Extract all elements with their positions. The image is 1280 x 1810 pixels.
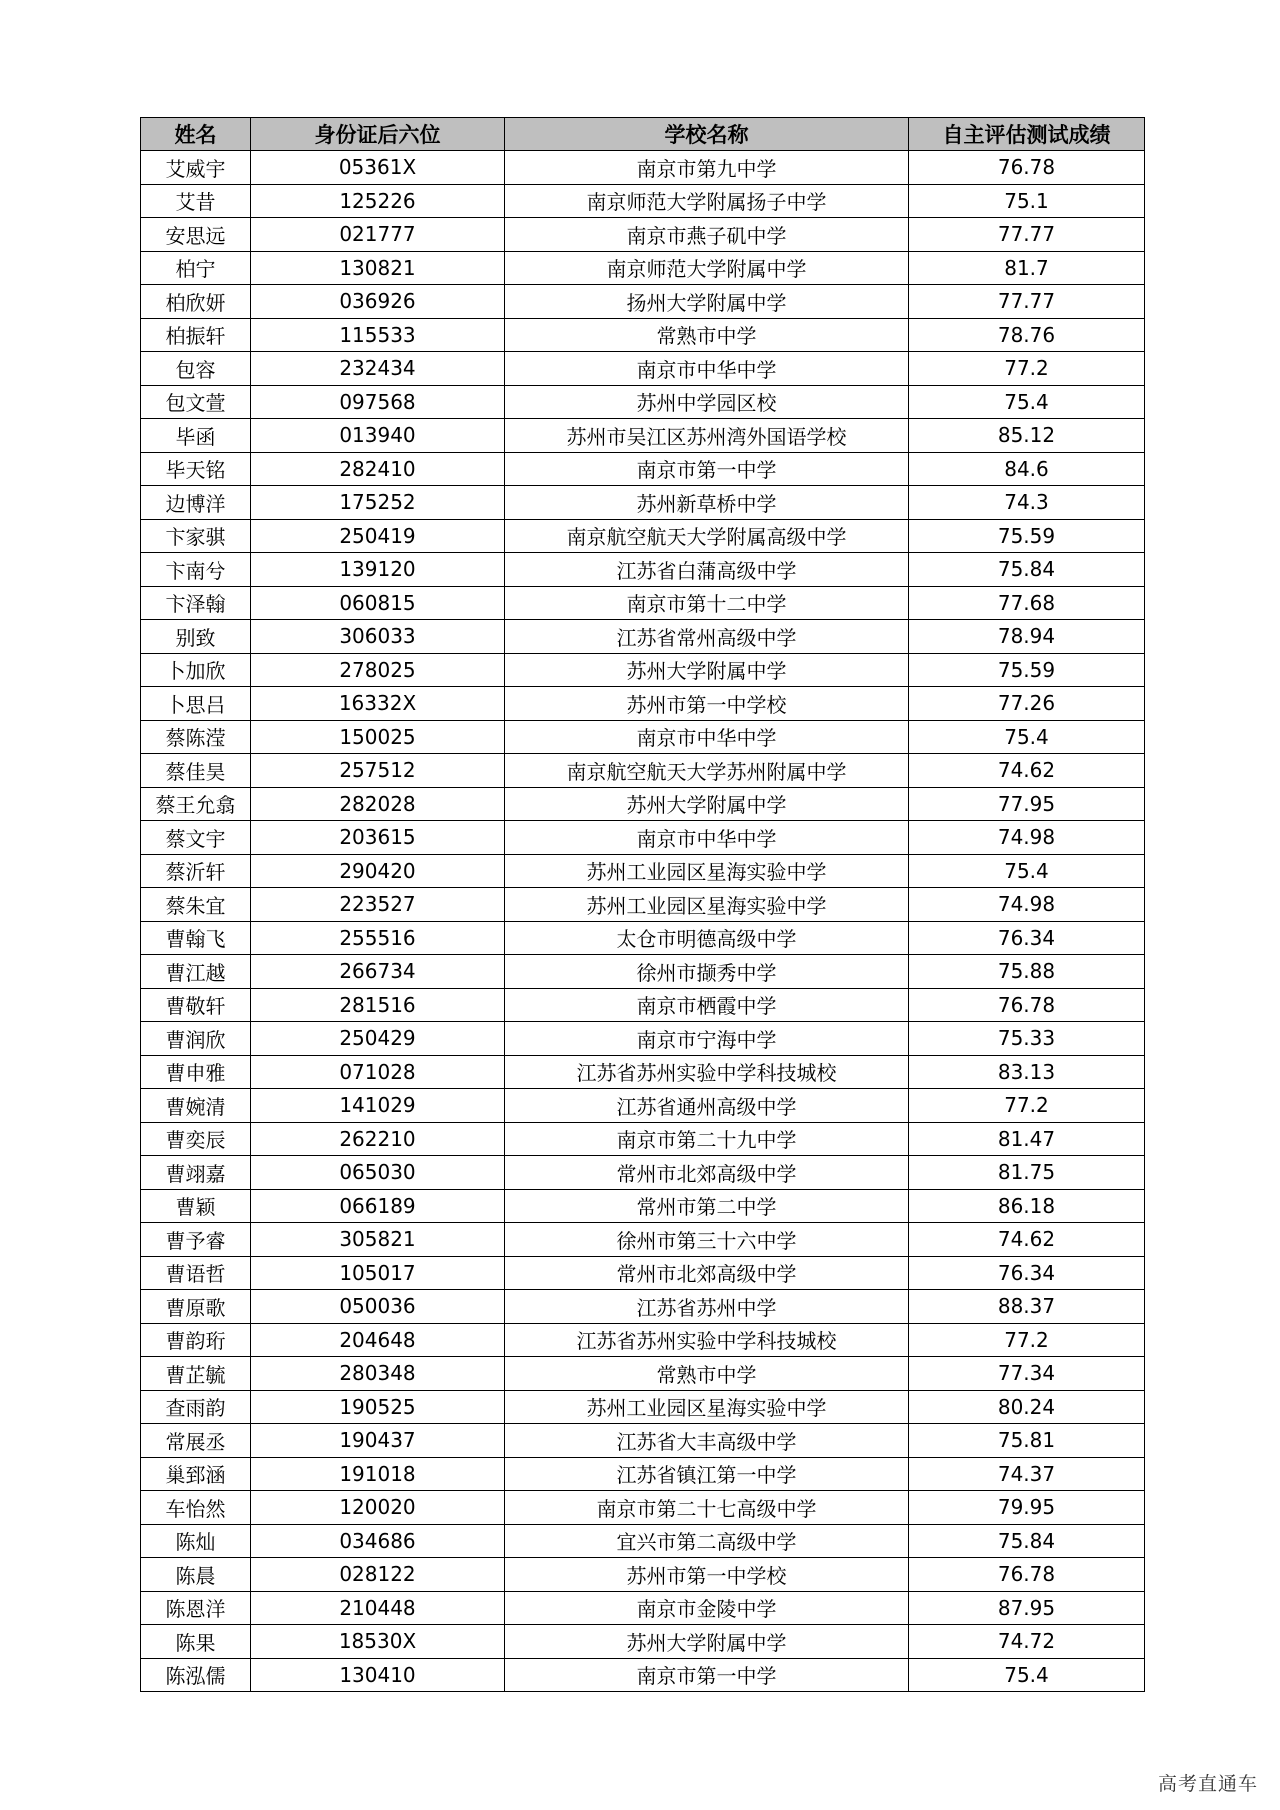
school-name-cell: 南京市栖霞中学 — [505, 988, 909, 1022]
score-cell: 77.2 — [909, 1089, 1145, 1123]
student-name-cell: 曹韵珩 — [141, 1323, 251, 1357]
table-row — [141, 1256, 1145, 1290]
school-name-cell: 江苏省苏州中学 — [505, 1290, 909, 1324]
school-name-cell: 南京市第九中学 — [505, 151, 909, 185]
school-name-cell: 江苏省苏州实验中学科技城校 — [505, 1055, 909, 1089]
score-cell: 74.3 — [909, 486, 1145, 520]
id-last-six-cell: 060815 — [251, 586, 505, 620]
header-row — [141, 118, 1145, 151]
table-row — [141, 1323, 1145, 1357]
school-name-cell: 江苏省苏州实验中学科技城校 — [505, 1323, 909, 1357]
school-name-cell: 南京市燕子矶中学 — [505, 218, 909, 252]
id-last-six-cell: 250429 — [251, 1022, 505, 1056]
score-cell: 81.47 — [909, 1122, 1145, 1156]
student-name-cell: 别致 — [141, 620, 251, 654]
student-name-cell: 卜加欣 — [141, 653, 251, 687]
student-name-cell: 曹颖 — [141, 1189, 251, 1223]
id-last-six-cell: 065030 — [251, 1156, 505, 1190]
table-row — [141, 1390, 1145, 1424]
school-name-cell: 苏州大学附属中学 — [505, 1625, 909, 1659]
student-name-cell: 卞南兮 — [141, 553, 251, 587]
student-name-cell: 包文萱 — [141, 385, 251, 419]
score-cell: 77.2 — [909, 1323, 1145, 1357]
score-cell: 88.37 — [909, 1290, 1145, 1324]
table-header — [141, 118, 1145, 151]
school-name-cell: 苏州市吴江区苏州湾外国语学校 — [505, 419, 909, 453]
table-row — [141, 1290, 1145, 1324]
school-name-cell: 常州市北郊高级中学 — [505, 1156, 909, 1190]
header-school-name: 学校名称 — [505, 118, 909, 151]
table-row — [141, 1625, 1145, 1659]
table-row — [141, 151, 1145, 185]
id-last-six-cell: 034686 — [251, 1524, 505, 1558]
header-name: 姓名 — [141, 118, 251, 151]
id-last-six-cell: 290420 — [251, 854, 505, 888]
header-id-last-six: 身份证后六位 — [251, 118, 505, 151]
student-name-cell: 蔡文宇 — [141, 821, 251, 855]
student-name-cell: 查雨韵 — [141, 1390, 251, 1424]
school-name-cell: 常熟市中学 — [505, 1357, 909, 1391]
school-name-cell: 苏州工业园区星海实验中学 — [505, 854, 909, 888]
table-row — [141, 486, 1145, 520]
table-row — [141, 385, 1145, 419]
id-last-six-cell: 013940 — [251, 419, 505, 453]
table-row — [141, 1457, 1145, 1491]
table-row — [141, 452, 1145, 486]
student-name-cell: 曹敬轩 — [141, 988, 251, 1022]
school-name-cell: 苏州新草桥中学 — [505, 486, 909, 520]
student-name-cell: 曹婉清 — [141, 1089, 251, 1123]
school-name-cell: 苏州工业园区星海实验中学 — [505, 888, 909, 922]
school-name-cell: 扬州大学附属中学 — [505, 285, 909, 319]
student-name-cell: 蔡陈滢 — [141, 720, 251, 754]
student-name-cell: 边博洋 — [141, 486, 251, 520]
table-row — [141, 854, 1145, 888]
table-row — [141, 653, 1145, 687]
school-name-cell: 南京市第一中学 — [505, 1658, 909, 1692]
school-name-cell: 苏州市第一中学校 — [505, 687, 909, 721]
id-last-six-cell: 115533 — [251, 318, 505, 352]
score-cell: 75.81 — [909, 1424, 1145, 1458]
table-row — [141, 218, 1145, 252]
table-row — [141, 318, 1145, 352]
score-cell: 86.18 — [909, 1189, 1145, 1223]
score-cell: 75.1 — [909, 184, 1145, 218]
table-row — [141, 553, 1145, 587]
id-last-six-cell: 141029 — [251, 1089, 505, 1123]
student-name-cell: 陈泓儒 — [141, 1658, 251, 1692]
school-name-cell: 常州市北郊高级中学 — [505, 1256, 909, 1290]
student-name-cell: 蔡佳昊 — [141, 754, 251, 788]
table-row — [141, 1591, 1145, 1625]
table-row — [141, 251, 1145, 285]
table-row — [141, 1491, 1145, 1525]
school-name-cell: 太仓市明德高级中学 — [505, 921, 909, 955]
student-name-cell: 蔡朱宜 — [141, 888, 251, 922]
student-name-cell: 曹奕辰 — [141, 1122, 251, 1156]
id-last-six-cell: 223527 — [251, 888, 505, 922]
school-name-cell: 南京市宁海中学 — [505, 1022, 909, 1056]
id-last-six-cell: 036926 — [251, 285, 505, 319]
score-cell: 74.72 — [909, 1625, 1145, 1659]
school-name-cell: 南京航空航天大学附属高级中学 — [505, 519, 909, 553]
school-name-cell: 常州市第二中学 — [505, 1189, 909, 1223]
id-last-six-cell: 175252 — [251, 486, 505, 520]
id-last-six-cell: 250419 — [251, 519, 505, 553]
school-name-cell: 苏州中学园区校 — [505, 385, 909, 419]
table-row — [141, 620, 1145, 654]
id-last-six-cell: 255516 — [251, 921, 505, 955]
table-row — [141, 1524, 1145, 1558]
id-last-six-cell: 305821 — [251, 1223, 505, 1257]
table-row — [141, 1156, 1145, 1190]
id-last-six-cell: 190525 — [251, 1390, 505, 1424]
school-name-cell: 江苏省通州高级中学 — [505, 1089, 909, 1123]
school-name-cell: 南京市第十二中学 — [505, 586, 909, 620]
table-row — [141, 687, 1145, 721]
school-name-cell: 南京市第二十七高级中学 — [505, 1491, 909, 1525]
student-name-cell: 陈灿 — [141, 1524, 251, 1558]
id-last-six-cell: 306033 — [251, 620, 505, 654]
id-last-six-cell: 028122 — [251, 1558, 505, 1592]
score-cell: 75.33 — [909, 1022, 1145, 1056]
school-name-cell: 南京航空航天大学苏州附属中学 — [505, 754, 909, 788]
student-name-cell: 曹申雅 — [141, 1055, 251, 1089]
id-last-six-cell: 066189 — [251, 1189, 505, 1223]
table-row — [141, 754, 1145, 788]
id-last-six-cell: 120020 — [251, 1491, 505, 1525]
table-row — [141, 184, 1145, 218]
id-last-six-cell: 18530X — [251, 1625, 505, 1659]
student-name-cell: 曹润欣 — [141, 1022, 251, 1056]
id-last-six-cell: 130410 — [251, 1658, 505, 1692]
score-cell: 76.78 — [909, 151, 1145, 185]
student-name-cell: 曹翊嘉 — [141, 1156, 251, 1190]
score-cell: 74.62 — [909, 754, 1145, 788]
score-cell: 77.77 — [909, 218, 1145, 252]
student-name-cell: 曹翰飞 — [141, 921, 251, 955]
table-row — [141, 921, 1145, 955]
student-name-cell: 陈恩洋 — [141, 1591, 251, 1625]
table-row — [141, 1658, 1145, 1692]
student-name-cell: 毕天铭 — [141, 452, 251, 486]
student-name-cell: 柏振轩 — [141, 318, 251, 352]
score-cell: 75.84 — [909, 1524, 1145, 1558]
id-last-six-cell: 130821 — [251, 251, 505, 285]
student-name-cell: 曹原歌 — [141, 1290, 251, 1324]
student-name-cell: 安思远 — [141, 218, 251, 252]
student-name-cell: 毕函 — [141, 419, 251, 453]
score-cell: 74.98 — [909, 821, 1145, 855]
score-cell: 74.62 — [909, 1223, 1145, 1257]
school-name-cell: 苏州市第一中学校 — [505, 1558, 909, 1592]
school-name-cell: 南京市第二十九中学 — [505, 1122, 909, 1156]
student-name-cell: 包容 — [141, 352, 251, 386]
score-cell: 76.78 — [909, 988, 1145, 1022]
school-name-cell: 常熟市中学 — [505, 318, 909, 352]
student-name-cell: 陈晨 — [141, 1558, 251, 1592]
score-cell: 85.12 — [909, 419, 1145, 453]
table-row — [141, 1122, 1145, 1156]
id-last-six-cell: 105017 — [251, 1256, 505, 1290]
student-name-cell: 蔡王允翕 — [141, 787, 251, 821]
score-cell: 77.95 — [909, 787, 1145, 821]
score-cell: 75.4 — [909, 1658, 1145, 1692]
score-cell: 75.84 — [909, 553, 1145, 587]
score-cell: 79.95 — [909, 1491, 1145, 1525]
score-cell: 77.34 — [909, 1357, 1145, 1391]
school-name-cell: 苏州大学附属中学 — [505, 653, 909, 687]
table-row — [141, 1189, 1145, 1223]
table-row — [141, 821, 1145, 855]
student-name-cell: 蔡沂轩 — [141, 854, 251, 888]
student-name-cell: 车怡然 — [141, 1491, 251, 1525]
school-name-cell: 江苏省大丰高级中学 — [505, 1424, 909, 1458]
score-cell: 83.13 — [909, 1055, 1145, 1089]
id-last-six-cell: 150025 — [251, 720, 505, 754]
table-row — [141, 285, 1145, 319]
student-name-cell: 常展丞 — [141, 1424, 251, 1458]
table-row — [141, 955, 1145, 989]
score-cell: 77.77 — [909, 285, 1145, 319]
table-row — [141, 1357, 1145, 1391]
table-row — [141, 787, 1145, 821]
score-cell: 81.7 — [909, 251, 1145, 285]
id-last-six-cell: 232434 — [251, 352, 505, 386]
watermark: 高考直通车 — [1157, 1773, 1258, 1795]
table-row — [141, 1223, 1145, 1257]
table-row — [141, 1089, 1145, 1123]
header-score: 自主评估测试成绩 — [909, 118, 1145, 151]
student-name-cell: 陈果 — [141, 1625, 251, 1659]
school-name-cell: 南京市中华中学 — [505, 720, 909, 754]
score-cell: 87.95 — [909, 1591, 1145, 1625]
table-row — [141, 1424, 1145, 1458]
school-name-cell: 苏州工业园区星海实验中学 — [505, 1390, 909, 1424]
school-name-cell: 江苏省常州高级中学 — [505, 620, 909, 654]
school-name-cell: 苏州大学附属中学 — [505, 787, 909, 821]
student-name-cell: 卞泽翰 — [141, 586, 251, 620]
table-row — [141, 586, 1145, 620]
table-row — [141, 352, 1145, 386]
id-last-six-cell: 210448 — [251, 1591, 505, 1625]
school-name-cell: 南京市中华中学 — [505, 821, 909, 855]
id-last-six-cell: 125226 — [251, 184, 505, 218]
school-name-cell: 江苏省镇江第一中学 — [505, 1457, 909, 1491]
school-name-cell: 江苏省白蒲高级中学 — [505, 553, 909, 587]
id-last-six-cell: 097568 — [251, 385, 505, 419]
score-cell: 81.75 — [909, 1156, 1145, 1190]
student-name-cell: 卞家骐 — [141, 519, 251, 553]
id-last-six-cell: 278025 — [251, 653, 505, 687]
id-last-six-cell: 281516 — [251, 988, 505, 1022]
table-row — [141, 1022, 1145, 1056]
score-cell: 80.24 — [909, 1390, 1145, 1424]
student-name-cell: 柏欣妍 — [141, 285, 251, 319]
score-cell: 75.4 — [909, 720, 1145, 754]
student-name-cell: 艾威宇 — [141, 151, 251, 185]
score-table — [140, 117, 1145, 1692]
score-cell: 76.78 — [909, 1558, 1145, 1592]
table-row — [141, 519, 1145, 553]
score-cell: 77.68 — [909, 586, 1145, 620]
student-name-cell: 艾昔 — [141, 184, 251, 218]
table-row — [141, 988, 1145, 1022]
score-cell: 74.98 — [909, 888, 1145, 922]
student-name-cell: 曹予睿 — [141, 1223, 251, 1257]
score-cell: 76.34 — [909, 921, 1145, 955]
score-cell: 74.37 — [909, 1457, 1145, 1491]
id-last-six-cell: 203615 — [251, 821, 505, 855]
id-last-six-cell: 262210 — [251, 1122, 505, 1156]
score-cell: 75.4 — [909, 854, 1145, 888]
student-name-cell: 曹语哲 — [141, 1256, 251, 1290]
school-name-cell: 徐州市第三十六中学 — [505, 1223, 909, 1257]
table-row — [141, 419, 1145, 453]
score-cell: 77.2 — [909, 352, 1145, 386]
score-cell: 76.34 — [909, 1256, 1145, 1290]
student-name-cell: 柏宁 — [141, 251, 251, 285]
score-cell: 75.4 — [909, 385, 1145, 419]
table-row — [141, 888, 1145, 922]
id-last-six-cell: 204648 — [251, 1323, 505, 1357]
school-name-cell: 南京师范大学附属中学 — [505, 251, 909, 285]
student-name-cell: 曹芷毓 — [141, 1357, 251, 1391]
school-name-cell: 徐州市撷秀中学 — [505, 955, 909, 989]
id-last-six-cell: 282028 — [251, 787, 505, 821]
id-last-six-cell: 021777 — [251, 218, 505, 252]
score-cell: 78.76 — [909, 318, 1145, 352]
id-last-six-cell: 280348 — [251, 1357, 505, 1391]
id-last-six-cell: 139120 — [251, 553, 505, 587]
student-name-cell: 曹江越 — [141, 955, 251, 989]
score-cell: 75.88 — [909, 955, 1145, 989]
score-cell: 75.59 — [909, 519, 1145, 553]
id-last-six-cell: 191018 — [251, 1457, 505, 1491]
student-name-cell: 巢郅涵 — [141, 1457, 251, 1491]
score-cell: 77.26 — [909, 687, 1145, 721]
table-row — [141, 1558, 1145, 1592]
id-last-six-cell: 190437 — [251, 1424, 505, 1458]
table-body — [141, 151, 1145, 1692]
id-last-six-cell: 257512 — [251, 754, 505, 788]
id-last-six-cell: 16332X — [251, 687, 505, 721]
table-row — [141, 1055, 1145, 1089]
id-last-six-cell: 050036 — [251, 1290, 505, 1324]
id-last-six-cell: 266734 — [251, 955, 505, 989]
id-last-six-cell: 282410 — [251, 452, 505, 486]
school-name-cell: 南京市中华中学 — [505, 352, 909, 386]
school-name-cell: 南京市第一中学 — [505, 452, 909, 486]
score-cell: 78.94 — [909, 620, 1145, 654]
id-last-six-cell: 071028 — [251, 1055, 505, 1089]
id-last-six-cell: 05361X — [251, 151, 505, 185]
school-name-cell: 南京师范大学附属扬子中学 — [505, 184, 909, 218]
student-name-cell: 卜思吕 — [141, 687, 251, 721]
score-cell: 84.6 — [909, 452, 1145, 486]
school-name-cell: 南京市金陵中学 — [505, 1591, 909, 1625]
score-cell: 75.59 — [909, 653, 1145, 687]
table-row — [141, 720, 1145, 754]
school-name-cell: 宜兴市第二高级中学 — [505, 1524, 909, 1558]
